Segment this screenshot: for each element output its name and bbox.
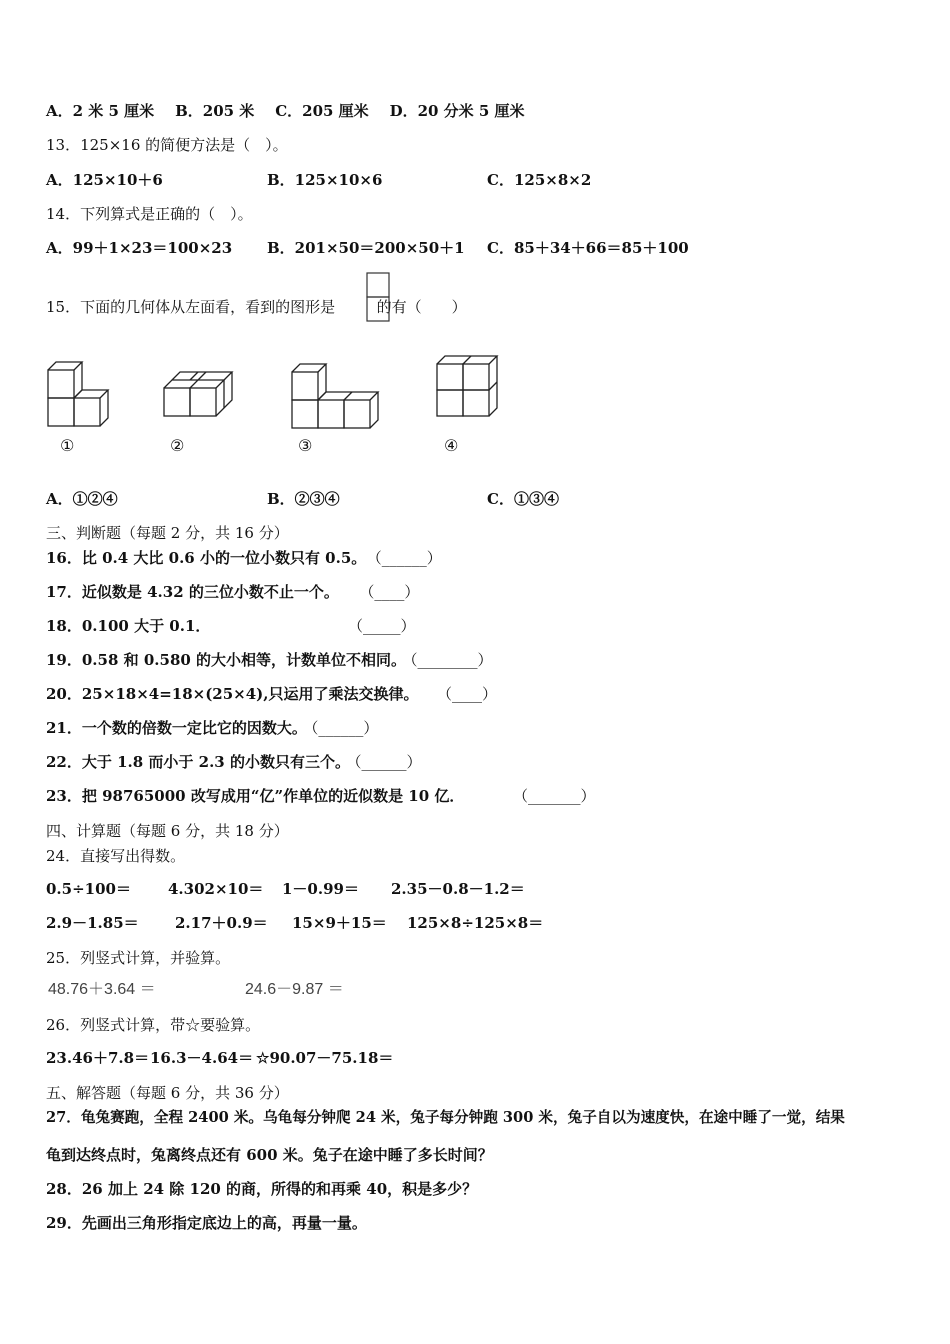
q17-blank: （____） bbox=[366, 583, 420, 601]
q15-stem bbox=[46, 297, 467, 317]
figure-label-3: ③ bbox=[298, 436, 313, 455]
q20 bbox=[46, 684, 497, 704]
figure-label-2: ② bbox=[170, 436, 185, 455]
q15-option-b: B．②③④ bbox=[267, 490, 340, 508]
q15-stem-before: 15．下面的几何体从左面看，看到的图形是 bbox=[46, 298, 336, 316]
q12-options bbox=[46, 101, 525, 121]
q26-stem: 26．列竖式计算，带☆要验算。 bbox=[46, 1016, 261, 1034]
q17-text: 17．近似数是 4.32 的三位小数不止一个。 bbox=[46, 583, 339, 601]
q24-row1-item1: 0.5÷100＝ bbox=[46, 880, 131, 898]
cube-figure-4 bbox=[433, 350, 503, 422]
q15-stem-after: 的有（ ） bbox=[376, 298, 467, 316]
q13-option-c: C．125×8×2 bbox=[487, 171, 592, 189]
q22-text: 22．大于 1.8 而小于 2.3 的小数只有三个。 bbox=[46, 753, 350, 771]
q12-option-c: C．205 厘米 bbox=[275, 102, 369, 120]
cube-figure-3 bbox=[288, 360, 384, 430]
cube-figure-2 bbox=[160, 364, 236, 422]
q16 bbox=[46, 548, 442, 568]
section4-title: 四、计算题（每题 6 分，共 18 分） bbox=[46, 822, 289, 840]
q18 bbox=[46, 616, 210, 636]
q23-blank: （_______） bbox=[513, 787, 596, 805]
q14-option-a: A．99＋1×23＝100×23 bbox=[46, 239, 233, 257]
q16-blank: （______） bbox=[374, 549, 442, 567]
figure-label-4: ④ bbox=[444, 436, 459, 455]
q20-text: 20．25×18×4=18×(25×4),只运用了乘法交换律。 bbox=[46, 685, 419, 703]
q23-text: 23．把 98765000 改写成用“亿”作单位的近似数是 10 亿． bbox=[46, 787, 465, 805]
q24-row2-item3: 15×9＋15＝ bbox=[292, 914, 387, 932]
section3-title: 三、判断题（每题 2 分，共 16 分） bbox=[46, 524, 289, 542]
q16-text: 16．比 0.4 大比 0.6 小的一位小数只有 0.5。 bbox=[46, 549, 367, 567]
q14-stem: 14．下列算式是正确的（ ）。 bbox=[46, 205, 253, 223]
q13-option-a: A．125×10＋6 bbox=[46, 171, 163, 189]
q24-row2-item2: 2.17＋0.9＝ bbox=[175, 914, 268, 932]
q22 bbox=[46, 752, 421, 772]
q26-expr-2: 16.3－4.64＝ bbox=[150, 1049, 254, 1067]
q19-blank: （________） bbox=[410, 651, 493, 669]
two-square-view-icon bbox=[366, 272, 390, 327]
q22-blank: （______） bbox=[353, 753, 422, 771]
q24-row2-item4: 125×8÷125×8＝ bbox=[407, 914, 544, 932]
q13-option-b: B．125×10×6 bbox=[267, 171, 383, 189]
q28: 28．26 加上 24 除 120 的商，所得的和再乘 40，积是多少？ bbox=[46, 1180, 478, 1198]
q27-line1: 27．龟兔赛跑，全程 2400 米。乌龟每分钟爬 24 米，兔子每分钟跑 300 米，兔子自以为速度快，在途中睡了一觉，结果 bbox=[46, 1109, 845, 1126]
q24-stem: 24．直接写出得数。 bbox=[46, 847, 186, 865]
q13-stem: 13．125×16 的简便方法是（ ）。 bbox=[46, 136, 288, 154]
q26-expr-1: 23.46＋7.8＝ bbox=[46, 1049, 150, 1067]
q12-option-d: D．20 分米 5 厘米 bbox=[389, 102, 525, 120]
figure-label-1: ① bbox=[60, 436, 75, 455]
q20-blank: （____） bbox=[444, 685, 498, 703]
q21 bbox=[46, 718, 378, 738]
q15-option-c: C．①③④ bbox=[487, 490, 559, 508]
section5-title: 五、解答题（每题 6 分，共 36 分） bbox=[46, 1084, 289, 1102]
q12-option-b: B．205 米 bbox=[175, 102, 255, 120]
q12-option-a: A．2 米 5 厘米 bbox=[46, 102, 155, 120]
q18-blank: （_____） bbox=[348, 617, 416, 635]
q24-row1-item2: 4.302×10＝ bbox=[168, 880, 264, 898]
q19-text: 19．0.58 和 0.580 的大小相等，计数单位不相同。 bbox=[46, 651, 407, 669]
q25-expr-2: 24.6－9.87 ＝ bbox=[245, 981, 344, 998]
q24-row2-item1: 2.9－1.85＝ bbox=[46, 914, 139, 932]
q17 bbox=[46, 582, 419, 602]
q26-expr-3: ☆90.07－75.18＝ bbox=[256, 1049, 394, 1067]
q14-option-c: C．85＋34＋66＝85＋100 bbox=[487, 239, 689, 257]
q25-expr-1: 48.76＋3.64 ＝ bbox=[48, 981, 156, 998]
q27-line2: 龟到达终点时，兔离终点还有 600 米。兔子在途中睡了多长时间？ bbox=[46, 1146, 493, 1164]
q24-row1-item4: 2.35－0.8－1.2＝ bbox=[391, 880, 525, 898]
q25-stem: 25．列竖式计算，并验算。 bbox=[46, 949, 231, 967]
cube-figure-1 bbox=[44, 358, 116, 430]
q21-text: 21．一个数的倍数一定比它的因数大。 bbox=[46, 719, 307, 737]
q15-option-a: A．①②④ bbox=[46, 490, 118, 508]
q19 bbox=[46, 650, 493, 670]
q29: 29．先画出三角形指定底边上的高，再量一量。 bbox=[46, 1214, 367, 1232]
q18-text: 18．0.100 大于 0.1． bbox=[46, 617, 211, 635]
q24-row1-item3: 1－0.99＝ bbox=[282, 880, 359, 898]
q14-option-b: B．201×50＝200×50＋1 bbox=[267, 239, 465, 257]
q23 bbox=[46, 786, 464, 806]
q21-blank: （______） bbox=[310, 719, 379, 737]
